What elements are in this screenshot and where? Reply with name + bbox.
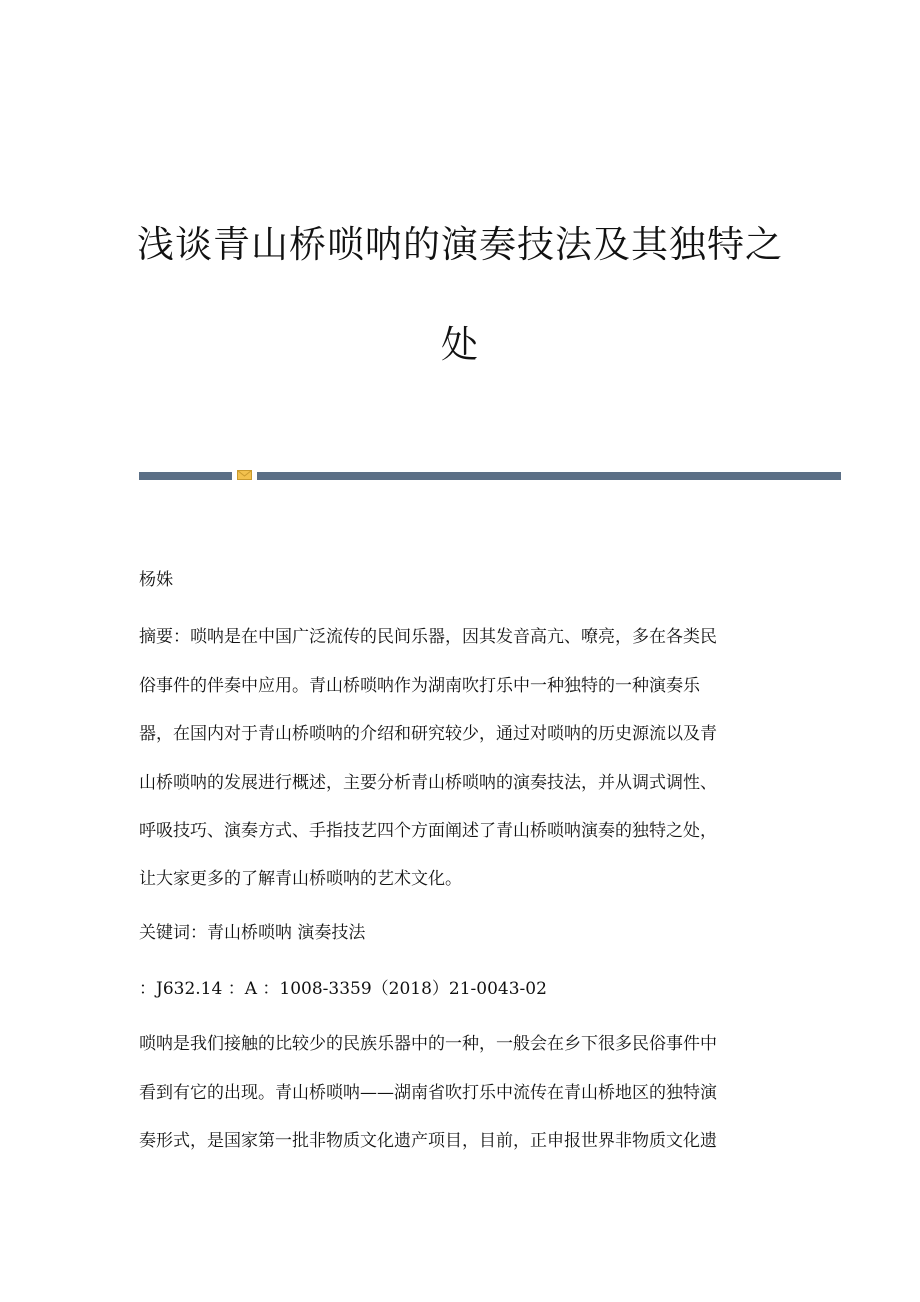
keywords-line: 关键词：青山桥唢呐 演奏技法 <box>139 923 366 943</box>
abstract-line: 摘要：唢呐是在中国广泛流传的民间乐器，因其发音高亢、嘹亮，多在各类民 <box>139 627 717 647</box>
abstract-line: 呼吸技巧、演奏方式、手指技艺四个方面阐述了青山桥唢呐演奏的独特之处， <box>139 821 717 841</box>
abstract-line: 俗事件的伴奏中应用。青山桥唢呐作为湖南吹打乐中一种独特的一种演奏乐 <box>139 676 700 696</box>
abstract-line: 让大家更多的了解青山桥唢呐的艺术文化。 <box>139 869 462 889</box>
envelope-icon <box>237 468 252 482</box>
abstract-line: 器，在国内对于青山桥唢呐的介绍和研究较少，通过对唢呐的历史源流以及青 <box>139 724 717 744</box>
document-title-line-2: 处 <box>441 323 479 366</box>
body-paragraph-line: 唢呐是我们接触的比较少的民族乐器中的一种，一般会在乡下很多民俗事件中 <box>139 1034 717 1054</box>
body-paragraph-line: 看到有它的出现。青山桥唢呐——湖南省吹打乐中流传在青山桥地区的独特演 <box>139 1083 717 1103</box>
body-paragraph-line: 奏形式，是国家第一批非物质文化遗产项目，目前，正申报世界非物质文化遗 <box>139 1131 717 1151</box>
divider-bar-left <box>139 472 232 480</box>
document-title-line-1: 浅谈青山桥唢呐的演奏技法及其独特之 <box>137 223 783 266</box>
classification-line: ：J632.14 ：A ：1008-3359（2018）21-0043-02 <box>139 979 547 999</box>
divider-bar-right <box>257 472 841 480</box>
title-divider <box>139 472 841 480</box>
author-name: 杨姝 <box>139 570 173 590</box>
abstract-line: 山桥唢呐的发展进行概述，主要分析青山桥唢呐的演奏技法，并从调式调性、 <box>139 773 717 793</box>
